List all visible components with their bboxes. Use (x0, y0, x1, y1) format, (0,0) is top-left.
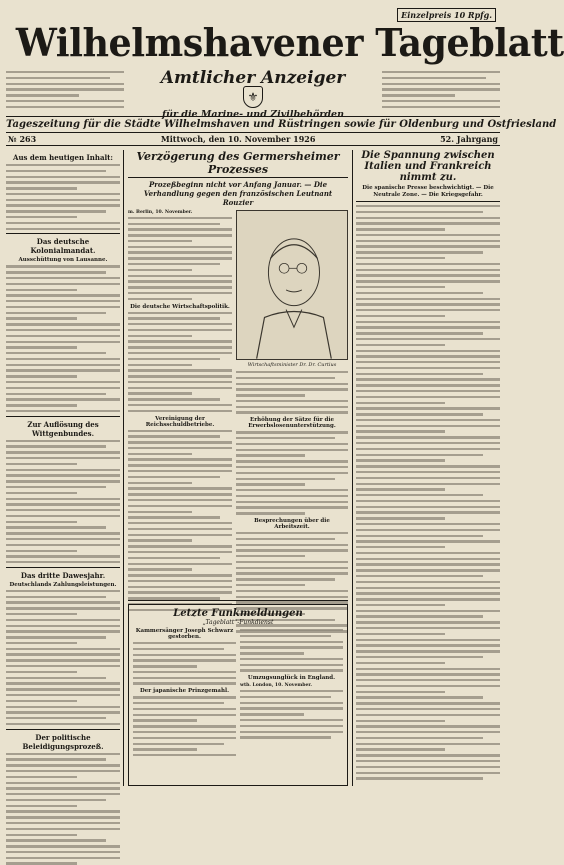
main-article-lead: m. Berlin, 10. November. (128, 210, 193, 215)
dateline (6, 132, 500, 146)
funk-subtitle: „Tageblatt“-Funkdienst (202, 619, 274, 626)
funk-item1-heading: Kammersänger Joseph Schwarz gestorben. (135, 628, 234, 640)
funkmeldungen-box (128, 604, 348, 786)
portrait-image (236, 210, 348, 360)
issue-date: Mittwoch, den 10. November 1926 (160, 134, 316, 144)
middle-article-column (128, 210, 232, 636)
masthead-right-notice (382, 70, 500, 114)
masthead-title: Wilhelmshavener Tageblatt (15, 20, 564, 65)
funk-column-left (133, 628, 236, 760)
crest-icon: ⚜ (243, 86, 263, 108)
anzeiger-label: Amtlicher Anzeiger (160, 68, 346, 88)
masthead-left-notice (6, 70, 124, 114)
dawes-subheading: Deutschlands Zahlungsleistungen. (9, 581, 117, 588)
funk-title: Letzte Funkmeldungen (173, 608, 303, 619)
kolonial-lead: Ausschüttung von Lausanne. (18, 257, 108, 264)
funk-item3-lead: wtb. London, 10. November. (240, 683, 312, 689)
funk-column-right (240, 628, 343, 760)
middle-column (128, 150, 348, 596)
kolonial-heading: Das deutsche Kolonialmandat. (30, 237, 96, 256)
right-column (352, 150, 500, 786)
besprechungen-heading: Besprechungen über die Arbeitszeit. (254, 517, 330, 530)
wittgen-heading: Zur Auflösung des Wittgenbundes. (27, 419, 99, 438)
middle-portrait-column (236, 210, 348, 636)
portrait-drawing (237, 211, 347, 359)
right-subheadline: Die spanische Presse beschwichtigt. — Die Neutrale Zone. — Die Kriegsgefahr. (362, 185, 494, 198)
contents-heading: Aus dem heutigen Inhalt: (13, 153, 113, 162)
funk-item3-heading: Umzugsunglück in England. (247, 675, 336, 682)
volume-year: 52. Jahrgang (440, 134, 498, 144)
newspaper-page (6, 4, 564, 790)
masthead-anzeiger (128, 68, 378, 120)
main-subheadline: Prozeßbeginn nicht vor Anfang Januar. — Die Verhandlung gegen den französischen Leutnant Rouzier (143, 180, 333, 207)
right-headline: Die Spannung zwischen Italien und Frankreich nimmt zu. (361, 150, 495, 183)
beleidigung-heading: Der politische Beleidigungsprozeß. (22, 732, 104, 751)
anzeiger-subtitle: für die Marine- und Zivilbehörden (162, 109, 344, 120)
wirtschaft-heading: Die deutsche Wirtschaftspolitik. (130, 303, 230, 310)
main-headline: Verzögerung des Germersheimer Prozesses (128, 150, 348, 178)
dawes-heading: Das dritte Dawesjahr. (20, 570, 106, 580)
verein-heading: Vereinigung der Reichsschuldbetriebe. (145, 415, 215, 428)
portrait-caption: Wirtschaftsminister Dr. Dr. Curtius (247, 362, 337, 368)
erhoehung-heading: Erhöhung der Sätze für die Erwerbslosenunterstützung. (248, 417, 336, 430)
issue-number: № 263 (8, 134, 37, 144)
masthead-subtitle: Tageszeitung für die Städte Wilhelmshaven und Rüstringen sowie für Oldenburg und Ostfriesland (6, 116, 500, 130)
price-label: Einzelpreis 10 Rpfg. (397, 8, 496, 22)
funk-item2-heading: Der japanische Prinzgemahl. (140, 688, 229, 695)
left-column (6, 150, 124, 786)
